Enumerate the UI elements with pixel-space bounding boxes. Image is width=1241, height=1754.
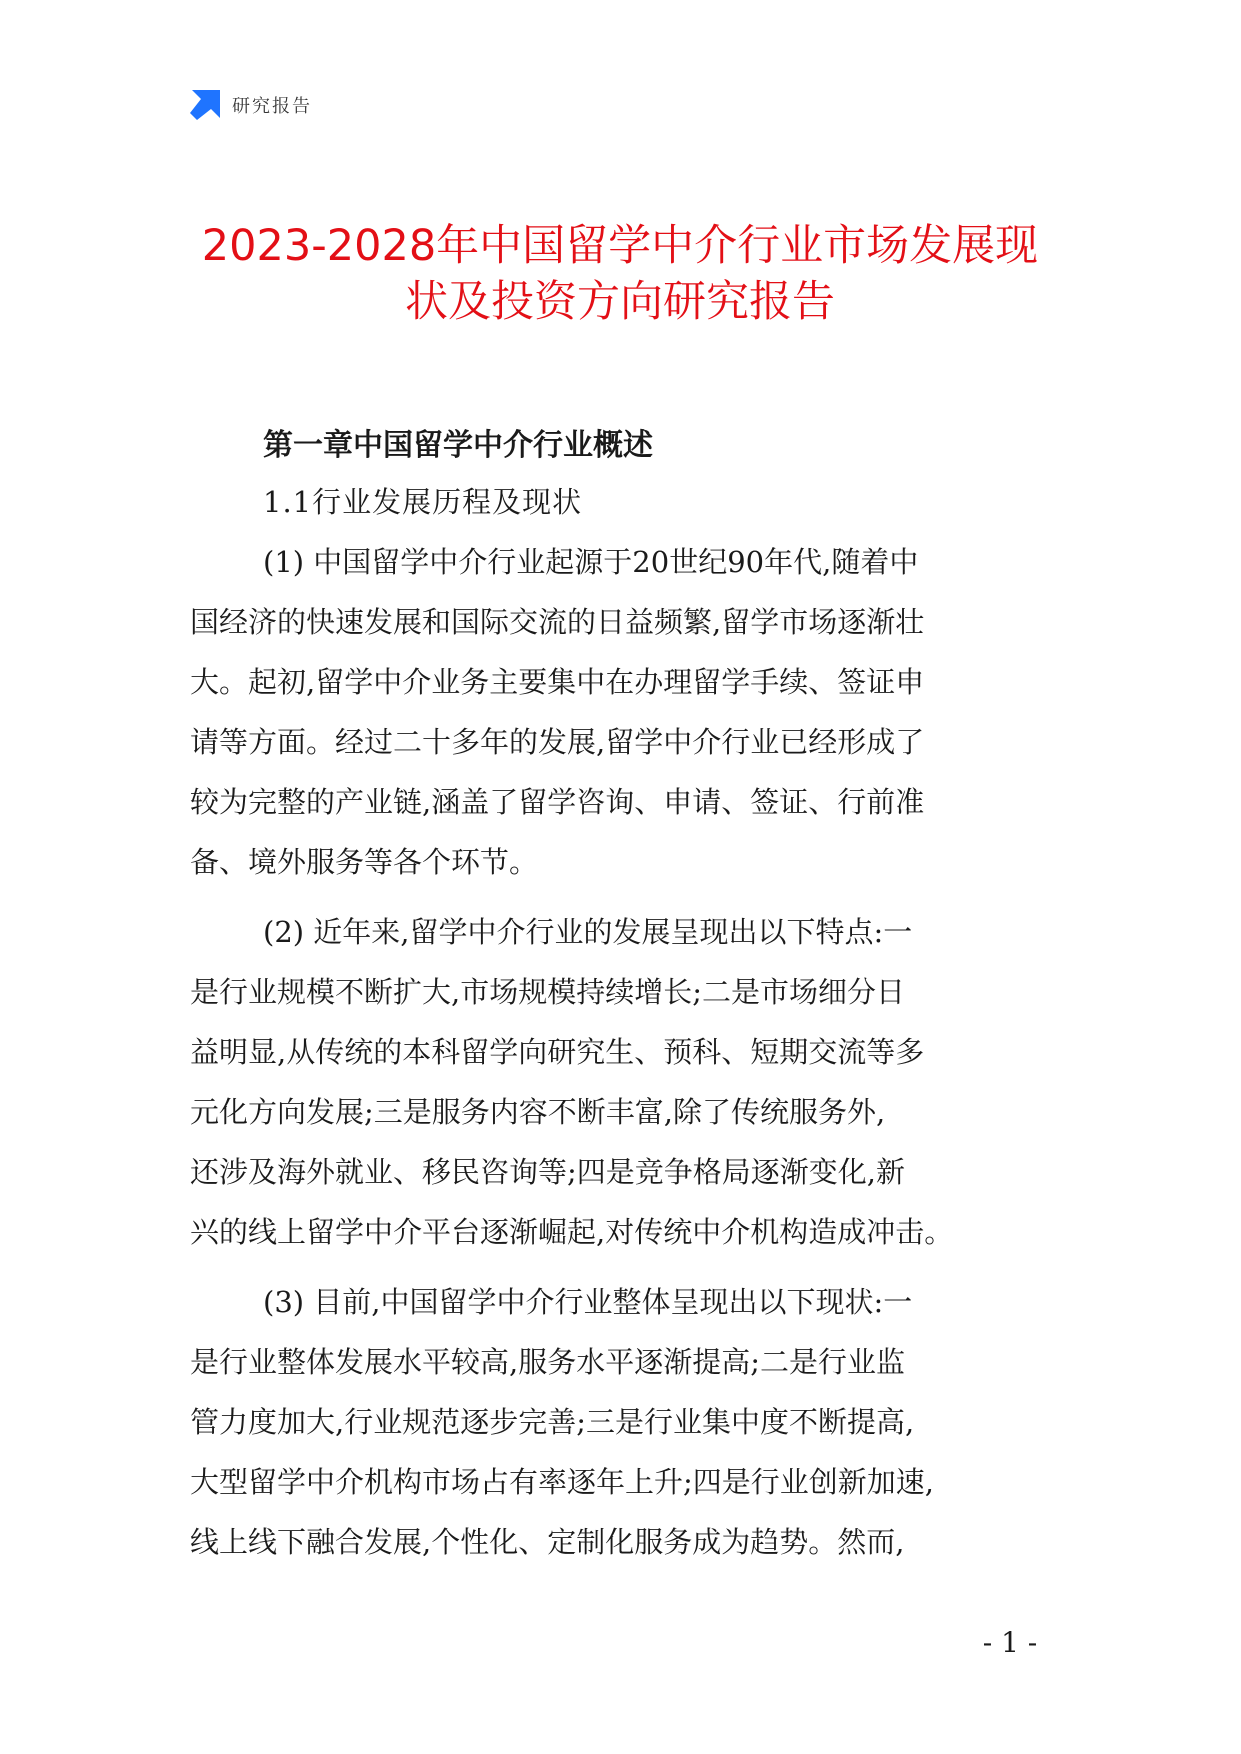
paragraph-line: 兴的线上留学中介平台逐渐崛起,对传统中介机构造成冲击。 [190,1215,954,1249]
paragraph-line: 是行业整体发展水平较高,服务水平逐渐提高;二是行业监 [190,1345,905,1379]
paragraph-line: 线上线下融合发展,个性化、定制化服务成为趋势。然而, [190,1525,905,1559]
paragraph-line: 是行业规模不断扩大,市场规模持续增长;二是市场细分日 [190,975,905,1009]
title-line-1: 2023-2028年中国留学中介行业市场发展现 [201,221,1039,271]
paragraph-line: 益明显,从传统的本科留学向研究生、预科、短期交流等多 [190,1035,925,1069]
paragraph-line: 备、境外服务等各个环节。 [190,845,539,879]
page-number: - 1 - [982,1626,1038,1659]
document-title [180,218,1060,330]
paragraph-line: 请等方面。经过二十多年的发展,留学中介行业已经形成了 [190,725,925,759]
paragraph-line: 元化方向发展;三是服务内容不断丰富,除了传统服务外, [190,1095,886,1129]
paragraph-line: (2) 近年来,留学中介行业的发展呈现出以下特点:一 [263,915,913,949]
paragraph-line: 还涉及海外就业、移民咨询等;四是竞争格局逐渐变化,新 [190,1155,905,1189]
paragraph-line: (3) 目前,中国留学中介行业整体呈现出以下现状:一 [263,1285,913,1319]
paragraph-line: 大型留学中介机构市场占有率逐年上升;四是行业创新加速, [190,1465,934,1499]
paragraph-line: (1) 中国留学中介行业起源于20世纪90年代,随着中 [263,545,919,579]
chapter-heading: 第一章中国留学中介行业概述 [263,428,653,463]
title-line-2: 状及投资方向研究报告 [405,277,835,327]
arrow-up-right-logo-icon [190,90,220,120]
paragraph-line: 较为完整的产业链,涵盖了留学咨询、申请、签证、行前准 [190,785,925,819]
paragraph-line: 国经济的快速发展和国际交流的日益频繁,留学市场逐渐壮 [190,605,925,639]
paragraph-line: 管力度加大,行业规范逐步完善;三是行业集中度不断提高, [190,1405,915,1439]
section-heading: 1.1行业发展历程及现状 [263,485,583,519]
header-label: 研究报告 [232,96,312,117]
paragraph-line: 大。起初,留学中介业务主要集中在办理留学手续、签证申 [190,665,925,699]
page-header [190,88,312,122]
